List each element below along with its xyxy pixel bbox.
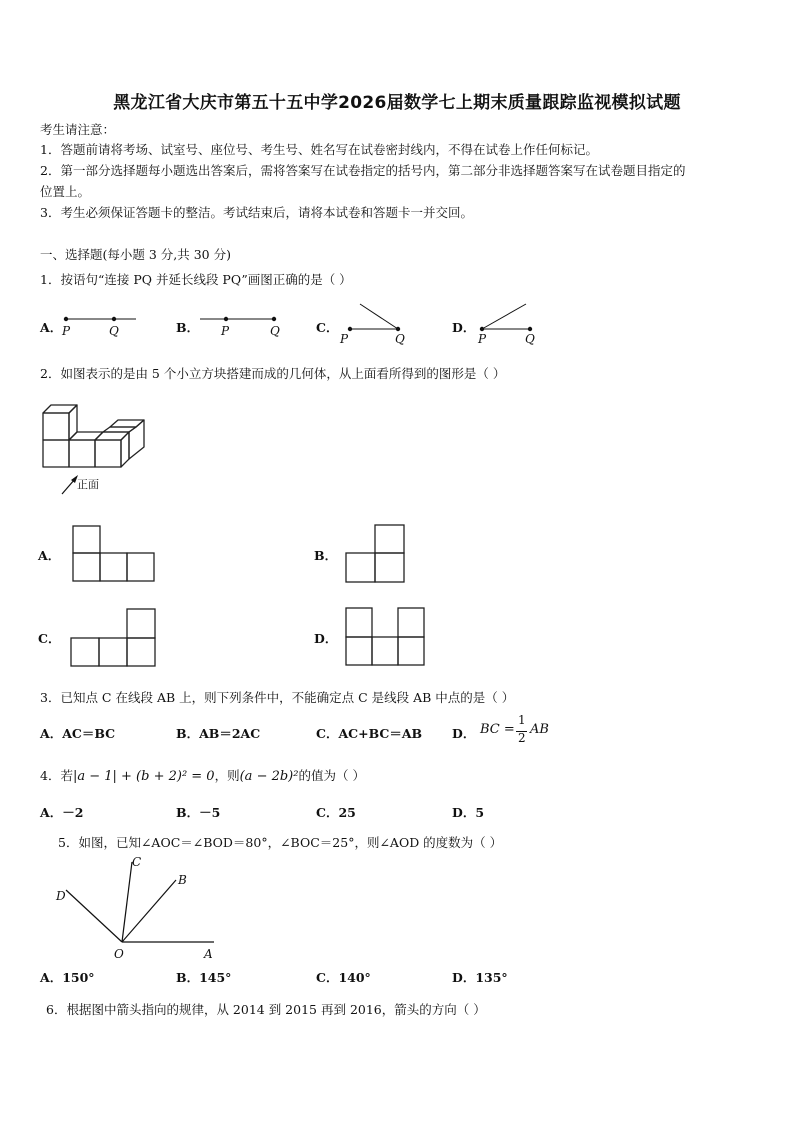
- q2-option-a-label: A．: [38, 548, 61, 563]
- q4-stem-post: 的值为（ ）: [298, 768, 365, 783]
- q1-figure-c: [336, 300, 416, 346]
- q3-d-rhs: AB: [530, 722, 549, 737]
- q1-option-d-label: D．: [452, 320, 476, 335]
- q1-option-b-label: B．: [176, 320, 200, 335]
- q5-option-a: A．150°: [40, 970, 95, 985]
- q3-stem: 3．已知点 C 在线段 AB 上，则下列条件中，不能确定点 C 是线段 AB 中点的是（ ）: [40, 690, 515, 705]
- q3-option-d-label: D．: [452, 726, 476, 741]
- q4-option-b: B．－5: [176, 805, 221, 820]
- q5-stem: 5．如图，已知∠AOC＝∠BOD＝80°，∠BOC＝25°，则∠AOD 的度数为（ ）: [58, 835, 503, 850]
- q5-label-b: B: [178, 873, 187, 887]
- q4-expression-2: (a − 2b)²: [239, 769, 299, 784]
- q4-stem-line: [40, 766, 365, 784]
- notice-item-2: 2．第一部分选择题每小题选出答案后，需将答案写在试卷指定的括号内，第二部分非选择题答案写在试卷题目指定的: [40, 163, 686, 178]
- q1-figure-d: [474, 300, 554, 346]
- q2-option-c-figure: [70, 608, 158, 668]
- q3-option-b: B．AB＝2AC: [176, 726, 261, 741]
- notice-item-1: 1．答题前请将考场、试室号、座位号、考生号、姓名写在试卷密封线内，不得在试卷上作任何标记。: [40, 142, 598, 157]
- q1-option-a-label: A．: [40, 320, 63, 335]
- q5-label-d: D: [56, 889, 66, 903]
- q2-option-d-figure: [345, 607, 427, 667]
- q6-stem: 6．根据图中箭头指向的规律，从 2014 到 2015 再到 2016，箭头的方向（ ）: [46, 1002, 486, 1017]
- q5-option-d: D．135°: [452, 970, 508, 985]
- q5-label-c: C: [132, 855, 142, 869]
- notice-item-3: 3．考生必须保证答题卡的整洁。考试结束后，请将本试卷和答题卡一并交回。: [40, 205, 473, 220]
- q1b-label-p: P: [221, 324, 230, 338]
- q2-option-b-figure: [345, 524, 407, 584]
- q2-front-label: 正面: [77, 478, 99, 491]
- q1-option-c-label: C．: [316, 320, 339, 335]
- q4-option-d: D．5: [452, 805, 485, 820]
- q1c-label-q: Q: [395, 332, 405, 346]
- section-heading: 一、选择题(每小题 3 分,共 30 分): [40, 247, 231, 262]
- q2-option-d-label: D．: [314, 631, 338, 646]
- q1d-label-p: P: [478, 332, 487, 346]
- q5-label-a: A: [204, 947, 213, 961]
- q3-d-denominator: 2: [518, 731, 526, 745]
- q1d-label-q: Q: [525, 332, 535, 346]
- q3-option-a: A．AC＝BC: [40, 726, 116, 741]
- q3-d-numerator: 1: [518, 713, 526, 727]
- notice-item-2-cont: 位置上。: [40, 184, 91, 199]
- q1-figure-b: [198, 308, 282, 344]
- q4-stem-mid: ，则: [214, 768, 240, 783]
- q1-figure-a: [58, 308, 140, 344]
- q1a-label-q: Q: [109, 324, 119, 338]
- q5-option-b: B．145°: [176, 970, 232, 985]
- q1-stem: 1．按语句“连接 PQ 并延长线段 PQ”画图正确的是（ ）: [40, 272, 352, 287]
- notice-heading: 考生请注意：: [40, 122, 116, 137]
- q1b-label-q: Q: [270, 324, 280, 338]
- q2-option-c-label: C．: [38, 631, 61, 646]
- q5-angle-figure: [52, 850, 220, 962]
- page-title: 黑龙江省大庆市第五十五中学2026届数学七上期末质量跟踪监视模拟试题: [113, 93, 681, 113]
- q3-d-lhs: BC =: [480, 722, 515, 737]
- q4-option-c: C．25: [316, 805, 356, 820]
- q2-option-a-figure: [72, 525, 156, 583]
- q4-stem-pre: 4．若: [40, 768, 73, 783]
- q1a-label-p: P: [62, 324, 71, 338]
- q2-stem: 2．如图表示的是由 5 个小立方块搭建而成的几何体，从上面看所得到的图形是（ ）: [40, 366, 506, 381]
- q2-option-b-label: B．: [314, 548, 338, 563]
- q4-option-a: A．－2: [40, 805, 84, 820]
- q5-label-o: O: [114, 947, 124, 961]
- q3-option-c: C．AC+BC＝AB: [316, 726, 423, 741]
- q4-expression: |a − 1| + (b + 2)² = 0: [72, 769, 215, 784]
- q3-option-d-expr: [480, 713, 552, 750]
- q1c-label-p: P: [340, 332, 349, 346]
- q5-option-c: C．140°: [316, 970, 371, 985]
